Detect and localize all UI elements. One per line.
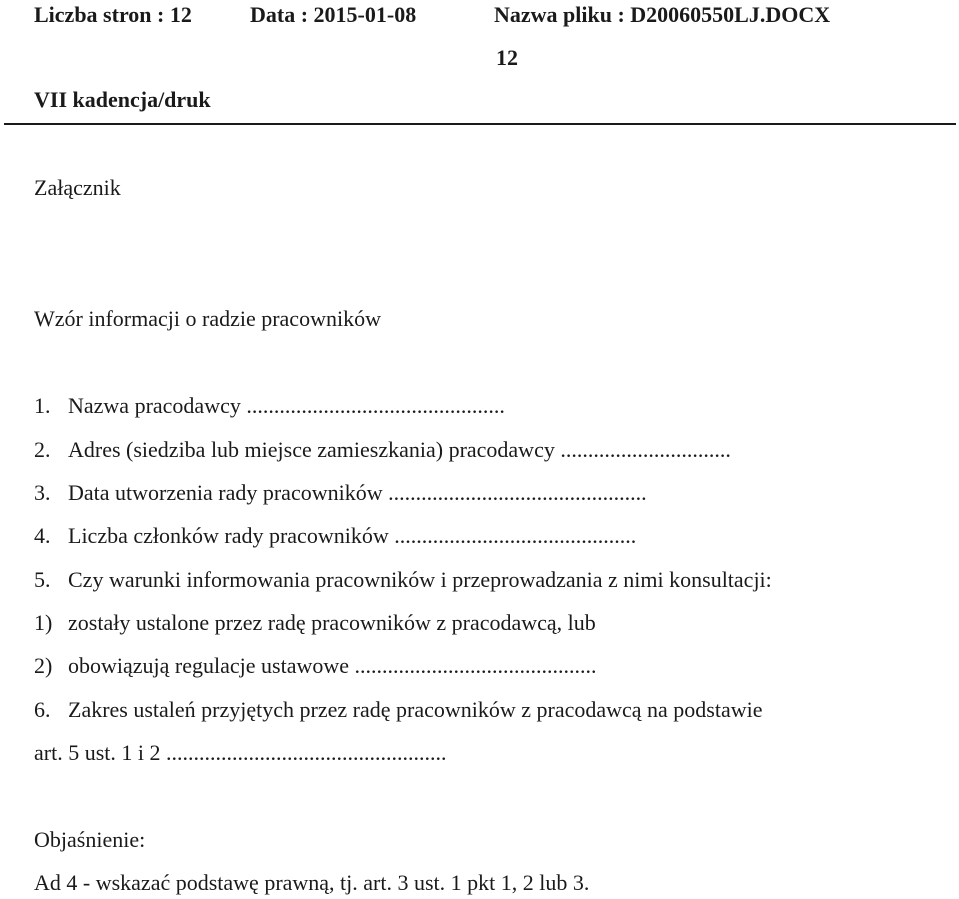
- list-item: [34, 696, 763, 724]
- list-item-number: 2.: [34, 437, 51, 462]
- document-header: [0, 2, 959, 30]
- list-subitem: [34, 609, 596, 637]
- list-item-text: Nazwa pracodawcy ...............................................: [68, 393, 505, 418]
- date-label: Data : 2015-01-08: [250, 2, 417, 27]
- list-item-number: 2): [34, 653, 53, 678]
- list-item-number: 5.: [34, 567, 51, 592]
- list-item-number: 1.: [34, 393, 51, 418]
- list-item: [34, 392, 505, 420]
- list-subitem: [34, 652, 597, 680]
- list-item-text: Adres (siedziba lub miejsce zamieszkania) pracodawcy ...............................: [68, 437, 731, 462]
- explanation-text: Ad 4 - wskazać podstawę prawną, tj. art. 3 ust. 1 pkt 1, 2 lub 3.: [34, 870, 590, 895]
- list-item-continuation: art. 5 ust. 1 i 2 ...................................................: [34, 740, 447, 765]
- list-item-number: 6.: [34, 697, 51, 722]
- list-item: [34, 566, 772, 594]
- list-item-text: obowiązują regulacje ustawowe ............................................: [68, 653, 597, 678]
- list-item: [34, 436, 731, 464]
- header-divider: [4, 123, 956, 125]
- list-item-text: Liczba członków rady pracowników ............................................: [68, 523, 637, 548]
- page-number: 12: [496, 45, 518, 70]
- list-item-text: Zakres ustaleń przyjętych przez radę pracowników z pracodawcą na podstawie: [68, 697, 763, 722]
- list-item-number: 3.: [34, 480, 51, 505]
- file-name-label: Nazwa pliku : D20060550LJ.DOCX: [494, 2, 831, 27]
- attachment-title: Załącznik: [34, 175, 121, 200]
- list-item-text: zostały ustalone przez radę pracowników z pracodawcą, lub: [68, 610, 596, 635]
- list-item: [34, 479, 647, 507]
- kadencja-label: VII kadencja/druk: [34, 87, 211, 112]
- list-item-number: 4.: [34, 523, 51, 548]
- explanation-label: Objaśnienie:: [34, 827, 146, 852]
- list-item-number: 1): [34, 610, 53, 635]
- list-item-text: Czy warunki informowania pracowników i przeprowadzania z nimi konsultacji:: [68, 567, 772, 592]
- page-count-label: Liczba stron : 12: [34, 2, 192, 27]
- list-item: [34, 522, 636, 550]
- list-item-text: Data utworzenia rady pracowników ...............................................: [68, 480, 647, 505]
- form-title: Wzór informacji o radzie pracowników: [34, 306, 381, 331]
